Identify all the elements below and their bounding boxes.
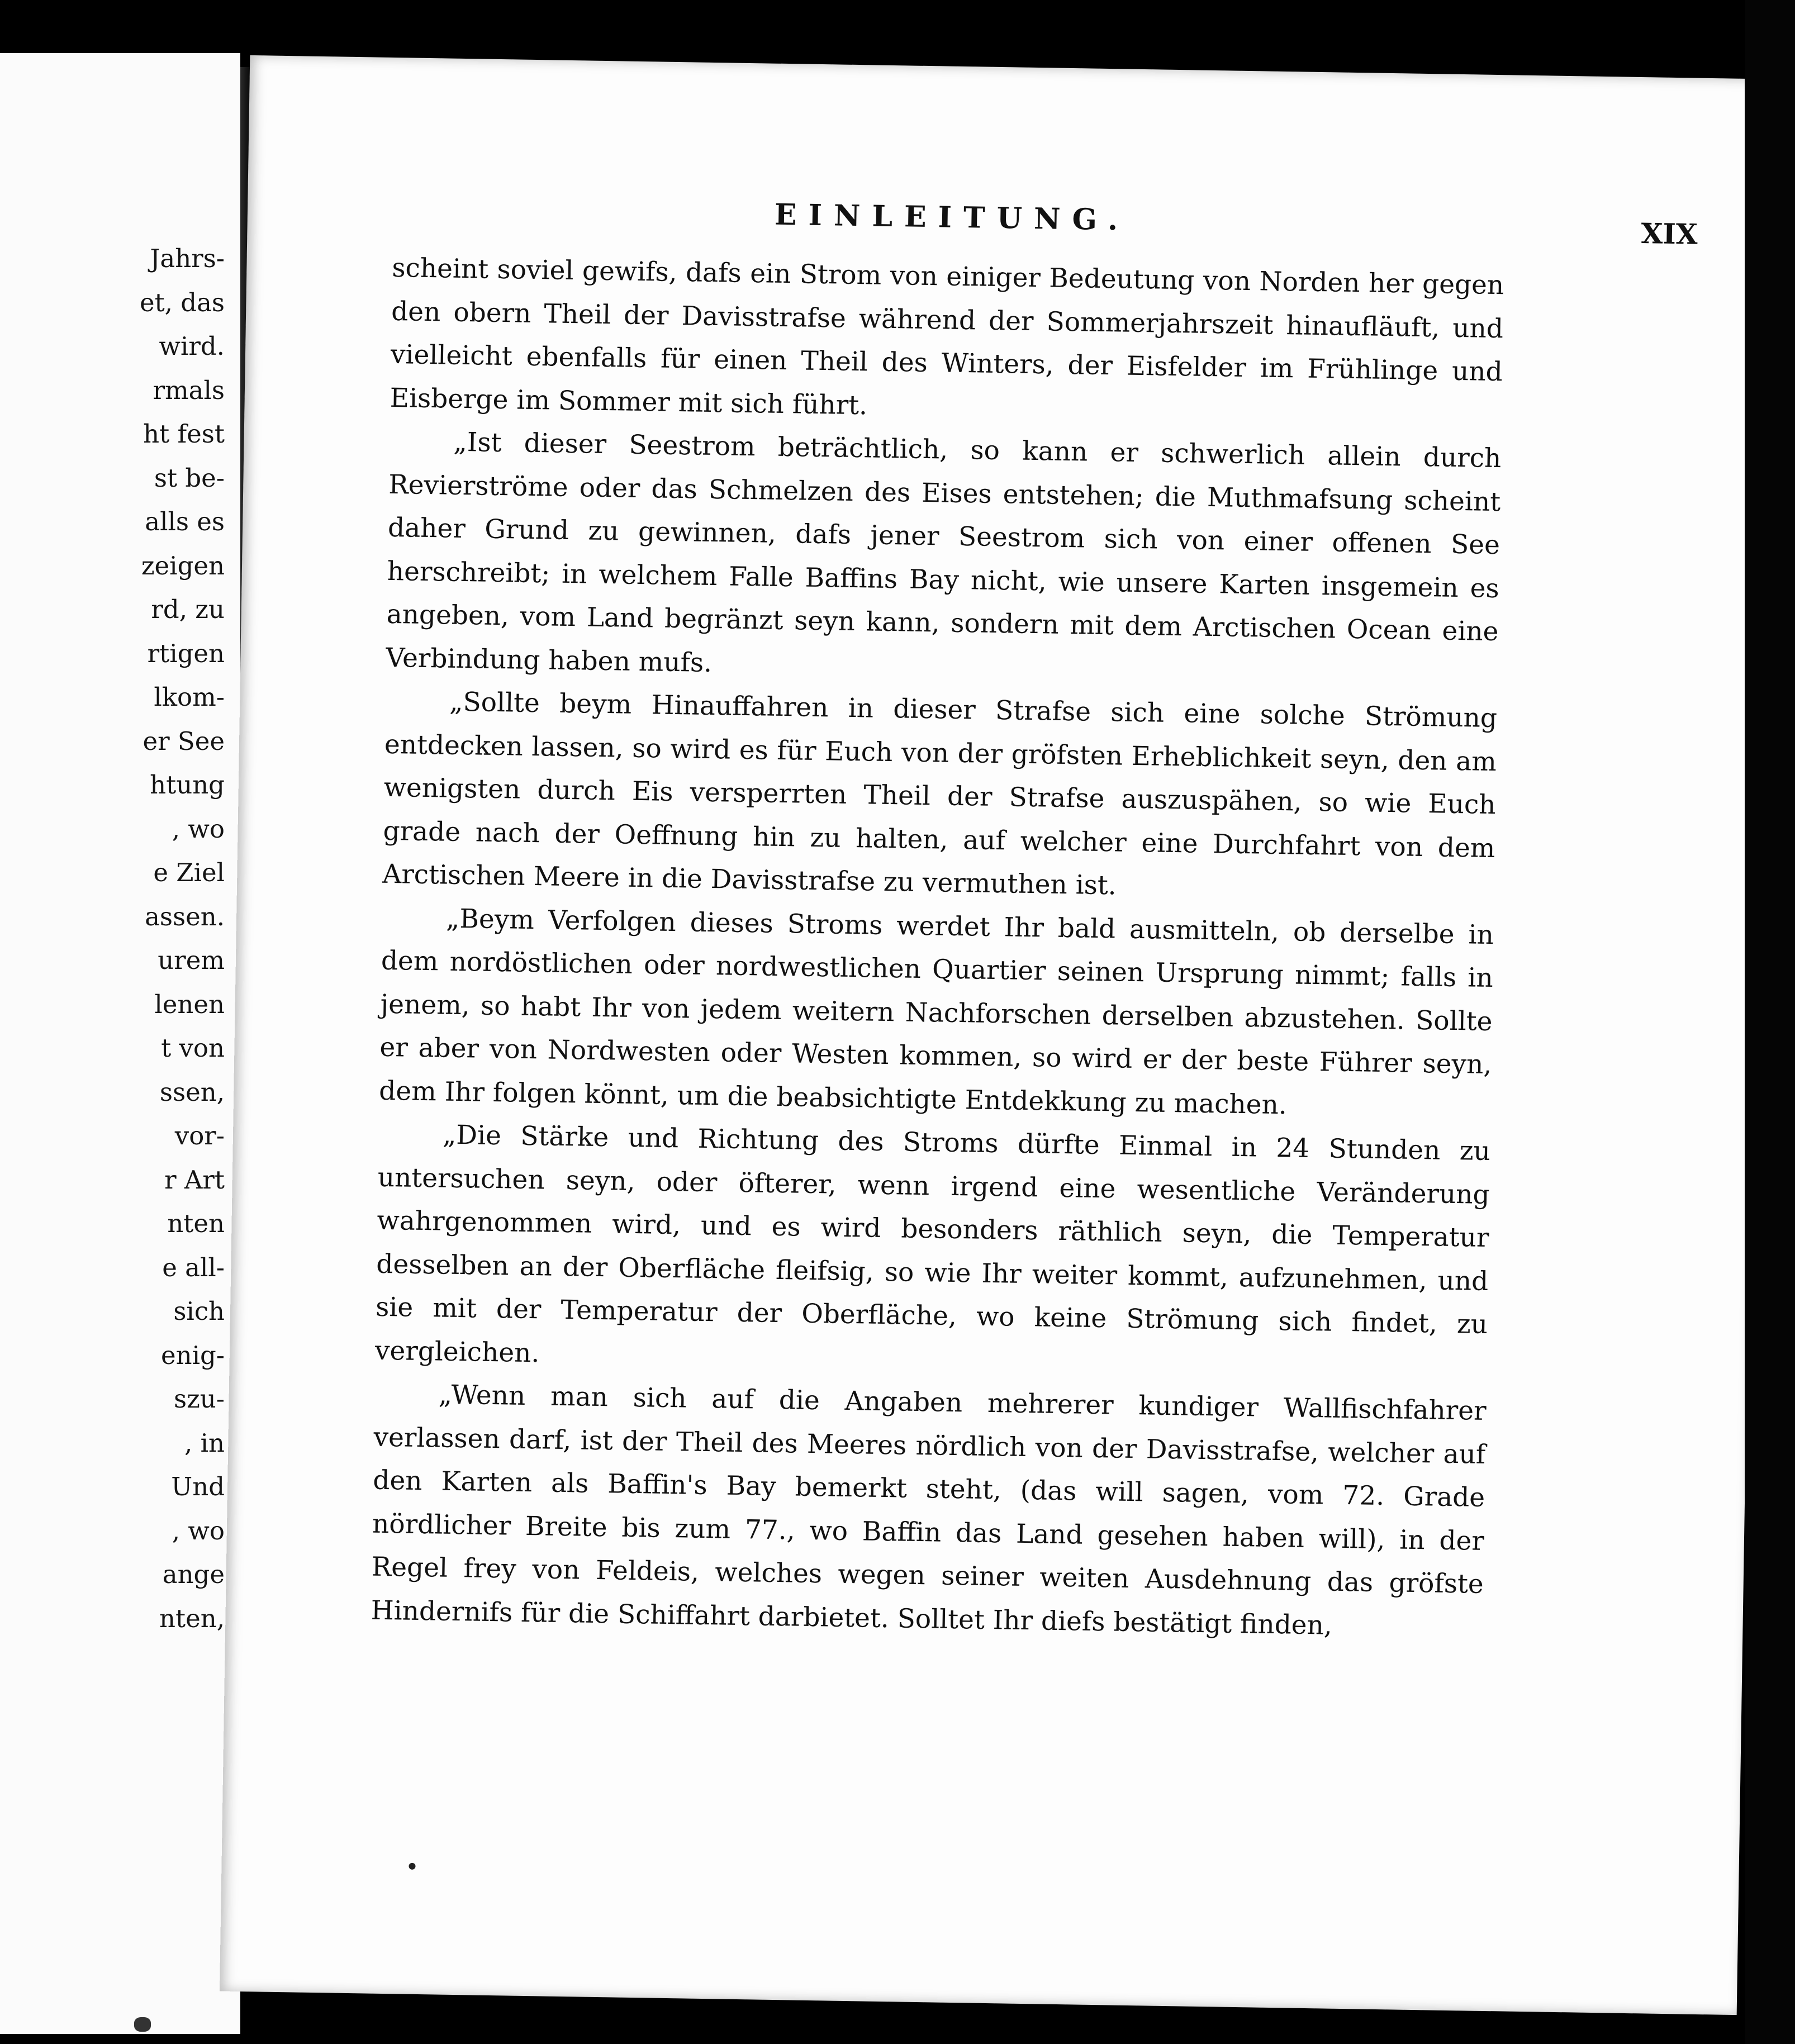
left-page-line-fragment: rd, zu <box>151 595 225 624</box>
left-page-line-fragment: ht fest <box>143 419 225 449</box>
left-page-line-fragment: er See <box>143 726 225 756</box>
paragraph: „Sollte beym Hinauffahren in dieser Strafse sich eine solche Strömung entdecken lassen, so wird es für Euch von der gröfsten Erheblichkeit seyn, den am wenigsten durch Eis versperrten Theil der Strafse auszuspähen, so wie Euch grade nach der Oeffnung hin zu halten, auf welcher eine Durchfahrt von dem Arctischen Meere in die Davisstrafse zu vermuthen ist. <box>382 686 1498 901</box>
left-page-line-fragment: nten, <box>159 1603 225 1633</box>
page-number: XIX <box>1641 217 1698 251</box>
left-page-line-fragment: vor- <box>174 1121 225 1151</box>
left-page-line-fragment: , wo <box>172 814 225 844</box>
left-page-line-fragment: zeigen <box>141 550 225 581</box>
body-text <box>371 246 1504 1650</box>
running-head: EINLEITUNG. <box>774 197 1130 237</box>
left-page-line-fragment: st be- <box>154 463 225 493</box>
left-page-line-fragment: Und <box>171 1472 225 1501</box>
left-page-line-fragment: rmals <box>153 375 225 405</box>
left-page-line-fragment: urem <box>158 945 225 975</box>
left-page-line-fragment: r Art <box>164 1164 225 1195</box>
previous-page <box>0 53 240 2034</box>
left-page-line-fragment: nten <box>167 1209 225 1238</box>
left-page-line-fragment: rtigen <box>147 638 225 668</box>
scan-border <box>1745 0 1795 2044</box>
left-page-line-fragment: Jahrs- <box>150 244 225 273</box>
left-page-line-fragment: alls es <box>145 507 225 536</box>
left-page-line-fragment: htung <box>150 770 225 800</box>
left-page-line-fragment: , wo <box>172 1515 225 1546</box>
paragraph: scheint soviel gewifs, dafs ein Strom von einiger Bedeutung von Norden her gegen den obern Theil der Davisstrafse während der Sommerjahrszeit hinaufläuft, und vielleicht ebenfalls für einen Theil des Winters, der Eisfelder im Frühlinge und Eisberge im Sommer mit sich führt. <box>390 252 1504 421</box>
left-page-line-fragment: szu- <box>174 1384 225 1414</box>
left-page-line-fragment: e all- <box>162 1252 225 1282</box>
left-page-line-fragment: , in <box>184 1428 225 1458</box>
paragraph: „Beym Verfolgen dieses Stroms werdet Ihr bald ausmitteln, ob derselbe in dem nordöstlichen oder nordwestlichen Quartier seinen Ursprung nimmt; falls in jenem, so habt Ihr von jedem weitern Nachforschen derselben abzustehen. Sollte er aber von Nordwesten oder Westen kommen, so wird er der beste Führer seyn, dem Ihr folgen könnt, um die beabsichtigte Entdekkung zu machen. <box>378 903 1494 1120</box>
book-page <box>220 55 1767 2015</box>
left-page-line-fragment: lkom- <box>154 682 225 712</box>
left-page-line-fragment: ssen, <box>159 1077 225 1107</box>
left-page-line-fragment: lenen <box>154 989 225 1019</box>
paragraph: „Ist dieser Seestrom beträchtlich, so kann er schwerlich allein durch Revierströme oder das Schmelzen des Eises entstehen; die Muthmafsung scheint daher Grund zu gewinnen, dafs jener Seestrom sich von einer offenen See herschreibt; in welchem Falle Baffins Bay nicht, wie unsere Karten insgemein es angeben, vom Land begränzt seyn kann, sondern mit dem Arctischen Ocean eine Verbindung haben mufs. <box>386 426 1502 678</box>
paragraph: „Die Stärke und Richtung des Stroms dürfte Einmal in 24 Stunden zu untersuchen seyn, oder öfterer, wenn irgend eine wesentliche Veränderung wahrgenommen wird, und es wird besonders räthlich seyn, die Temperatur desselben an der Oberfläche fleifsig, so wie Ihr weiter kommt, aufzunehmen, und sie mit der Temperatur der Oberfläche, wo keine Strömung sich findet, zu vergleichen. <box>374 1119 1491 1368</box>
left-page-line-fragment: enig- <box>160 1340 225 1370</box>
left-page-line-fragment: ange <box>162 1560 225 1589</box>
left-page-line-fragment: sich <box>173 1296 225 1326</box>
left-page-line-fragment: assen. <box>145 901 225 931</box>
paragraph: „Wenn man sich auf die Angaben mehrerer kundiger Wallfischfahrer verlassen darf, ist der Theil des Meeres nördlich von der Davisstrafse, welcher auf den Karten als Baffin's Bay bemerkt steht, (das will sagen, vom 72. Grade nördlicher Breite bis zum 77., wo Baffin das Land gesehen haben will), in der Regel frey von Feldeis, welches wegen seiner weiten Ausdehnung das gröfste Hindernifs für die Schiffahrt darbietet. Solltet Ihr diefs bestätigt finden, <box>371 1379 1487 1641</box>
ink-speck <box>409 1863 415 1870</box>
left-page-line-fragment: t von <box>161 1033 225 1063</box>
ink-stain <box>134 2017 151 2032</box>
left-page-line-fragment: et, das <box>139 287 225 317</box>
left-page-line-fragment: wird. <box>159 331 225 361</box>
left-page-line-fragment: e Ziel <box>153 858 225 887</box>
